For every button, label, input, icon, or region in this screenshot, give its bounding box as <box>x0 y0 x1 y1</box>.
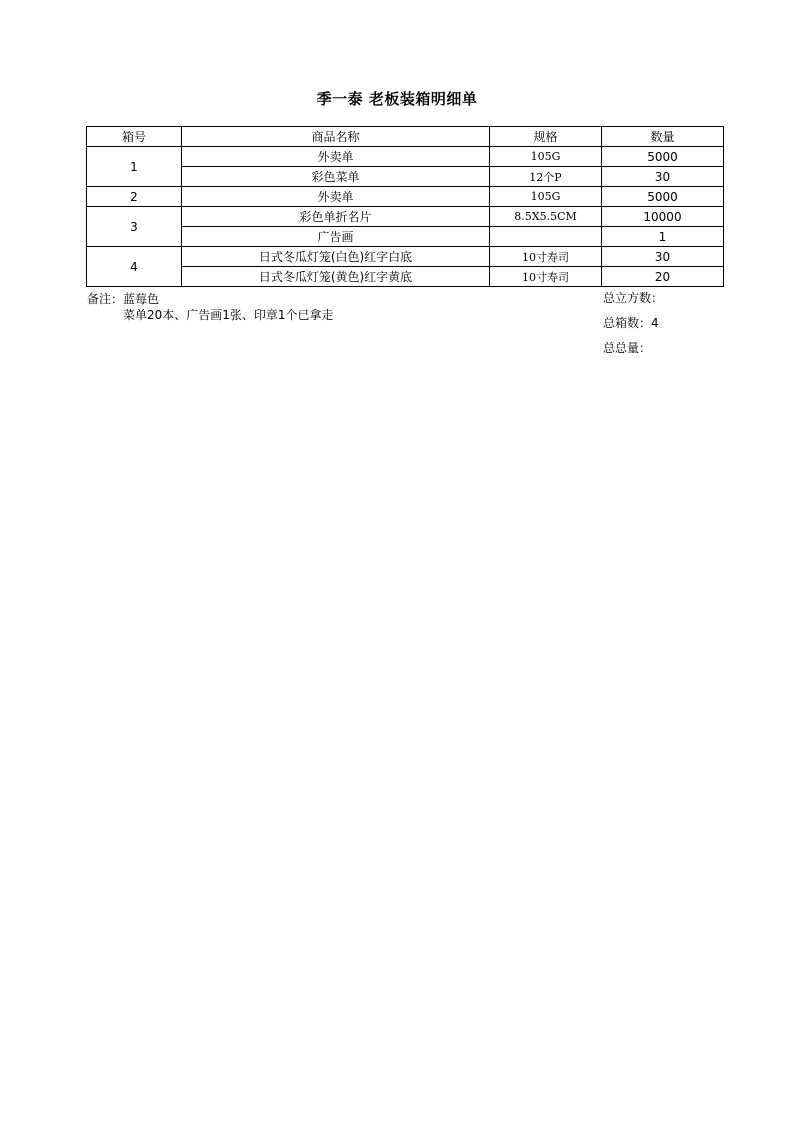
product-qty: 5000 <box>602 147 724 167</box>
product-spec: 12个P <box>490 167 602 187</box>
product-name: 广告画 <box>182 227 490 247</box>
total-boxes: 总箱数：4 <box>603 316 659 330</box>
product-spec: 105G <box>490 187 602 207</box>
product-name: 外卖单 <box>182 187 490 207</box>
product-name: 彩色单折名片 <box>182 207 490 227</box>
header-quantity: 数量 <box>602 127 724 147</box>
box-number: 3 <box>87 207 182 247</box>
product-spec: 105G <box>490 147 602 167</box>
product-qty: 30 <box>602 167 724 187</box>
table-row <box>87 147 724 167</box>
product-name: 日式冬瓜灯笼(黄色)红字黄底 <box>182 267 490 287</box>
table-row <box>87 267 724 287</box>
table-header-row <box>87 127 724 147</box>
table-row <box>87 187 724 207</box>
product-qty: 5000 <box>602 187 724 207</box>
product-name: 外卖单 <box>182 147 490 167</box>
box-number: 2 <box>87 187 182 207</box>
box-number: 1 <box>87 147 182 187</box>
product-qty: 10000 <box>602 207 724 227</box>
product-spec <box>490 227 602 247</box>
product-qty: 20 <box>602 267 724 287</box>
totals-summary <box>603 289 663 364</box>
box-number: 4 <box>87 247 182 287</box>
total-volume: 总立方数： <box>603 291 664 305</box>
product-name: 日式冬瓜灯笼(白色)红字白底 <box>182 247 490 267</box>
product-qty: 1 <box>602 227 724 247</box>
table-row <box>87 207 724 227</box>
product-spec: 10寸寿司 <box>490 247 602 267</box>
remarks <box>87 291 334 323</box>
remarks-line-2: 菜单20本、广告画1张、印章1个已拿走 <box>123 308 334 322</box>
table-row <box>87 167 724 187</box>
product-spec: 10寸寿司 <box>490 267 602 287</box>
table-row <box>87 247 724 267</box>
remarks-line-1: 备注：蓝莓色 <box>87 292 160 306</box>
header-product-name: 商品名称 <box>182 127 490 147</box>
header-spec: 规格 <box>490 127 602 147</box>
product-qty: 30 <box>602 247 724 267</box>
product-spec: 8.5X5.5CM <box>490 207 602 227</box>
table-row <box>87 227 724 247</box>
product-name: 彩色菜单 <box>182 167 490 187</box>
document-title: 季一泰 老板装箱明细单 <box>316 90 478 108</box>
total-quantity: 总总量： <box>603 341 652 355</box>
header-box-no: 箱号 <box>87 127 182 147</box>
packing-list-table <box>86 126 724 287</box>
